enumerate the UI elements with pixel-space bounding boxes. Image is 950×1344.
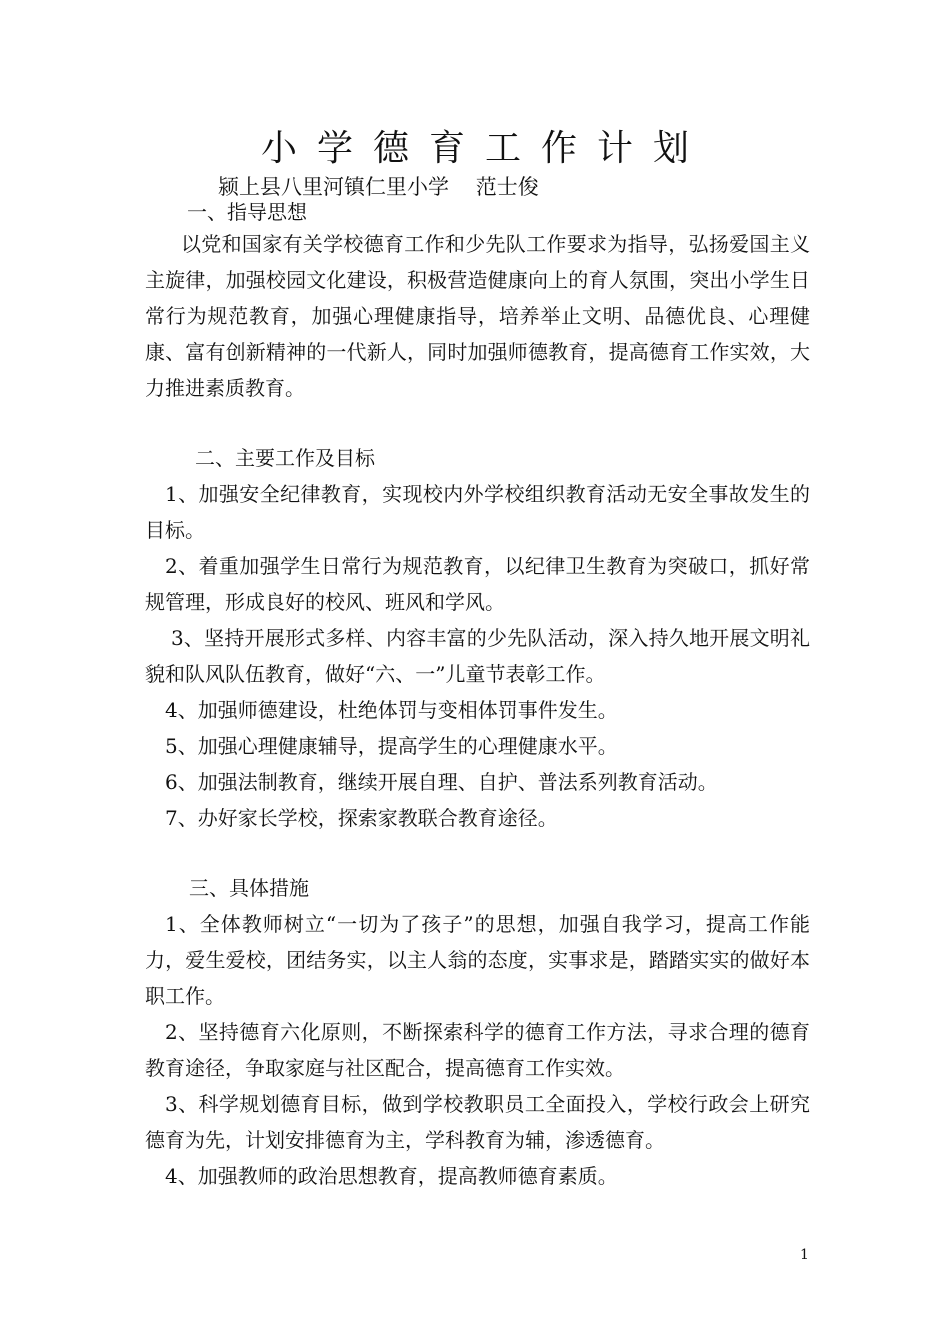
spacer xyxy=(145,836,810,872)
section-heading-guiding-ideology: 一、指导思想 xyxy=(187,200,307,224)
measure-item-2: 2、坚持德育六化原则，不断探索科学的德育工作方法，寻求合理的德育教育途径，争取家庭与社区配合，提高德育工作实效。 xyxy=(145,1020,810,1080)
document-title: 小学德育工作计划 xyxy=(260,128,709,169)
section-heading-main-goals: 二、主要工作及目标 xyxy=(195,446,375,470)
measure-item-4: 4、加强教师的政治思想教育，提高教师德育素质。 xyxy=(165,1164,618,1188)
section-heading-measures: 三、具体措施 xyxy=(189,876,309,900)
spacer xyxy=(145,406,810,442)
goal-item-6: 6、加强法制教育，继续开展自理、自护、普法系列教育活动。 xyxy=(165,770,718,794)
goal-item-3: 3、坚持开展形式多样、内容丰富的少先队活动，深入持久地开展文明礼貌和队风队伍教育，做好“六、一”儿童节表彰工作。 xyxy=(145,626,810,686)
goal-item-7: 7、办好家长学校，探索家教联合教育途径。 xyxy=(165,806,558,830)
measure-item-1: 1、全体教师树立“一切为了孩子”的思想，加强自我学习，提高工作能力，爱生爱校，团结务实，以主人翁的态度，实事求是，踏踏实实的做好本职工作。 xyxy=(145,912,810,1008)
goal-item-2: 2、着重加强学生日常行为规范教育，以纪律卫生教育为突破口，抓好常规管理，形成良好的校风、班风和学风。 xyxy=(145,554,810,614)
goal-item-4: 4、加强师德建设，杜绝体罚与变相体罚事件发生。 xyxy=(165,698,618,722)
author-byline: 颍上县八里河镇仁里小学 范士俊 xyxy=(218,175,539,199)
document-body xyxy=(145,198,810,1194)
goal-item-5: 5、加强心理健康辅导，提高学生的心理健康水平。 xyxy=(165,734,618,758)
goal-item-1: 1、加强安全纪律教育，实现校内外学校组织教育活动无安全事故发生的目标。 xyxy=(145,482,810,542)
measure-item-3: 3、科学规划德育目标，做到学校教职员工全面投入，学校行政会上研究德育为先，计划安排德育为主，学科教育为辅，渗透德育。 xyxy=(145,1092,810,1152)
page-number: 1 xyxy=(800,1247,809,1263)
paragraph-guiding-ideology: 以党和国家有关学校德育工作和少先队工作要求为指导，弘扬爱国主义主旋律，加强校园文化建设，积极营造健康向上的育人氛围，突出小学生日常行为规范教育，加强心理健康指导，培养举止文明、品德优良、心理健康、富有创新精神的一代新人，同时加强师德教育，提高德育工作实效，大力推进素质教育。 xyxy=(145,232,810,400)
